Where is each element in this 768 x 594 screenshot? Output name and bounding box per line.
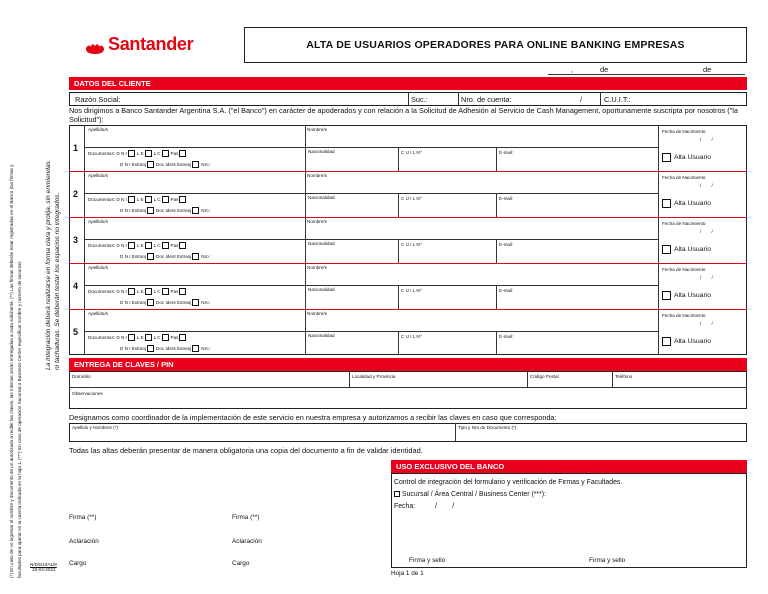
nacionalidad-label: Nacionalidad (308, 241, 335, 246)
alta-usuario-label: Alta Usuario (674, 292, 712, 299)
dni-label: D N I (116, 243, 127, 248)
fecha-nac-label: Fecha de Nacimiento (662, 267, 706, 272)
le-checkbox[interactable] (145, 150, 152, 157)
documentos-row-1 (88, 196, 188, 203)
divider (305, 217, 306, 239)
dni-checkbox[interactable] (128, 150, 135, 157)
email-label: E-mail: (499, 288, 514, 293)
user-row-divider (69, 263, 747, 264)
divider (305, 309, 306, 331)
divider (658, 171, 659, 217)
nro-label: Nro : (201, 254, 212, 259)
alta-usuario-option[interactable] (662, 245, 711, 254)
dni-extranj-label: D N I Extranj (120, 300, 147, 305)
cuenta-slash: / (580, 95, 583, 104)
documentos-label: Documentos: (88, 289, 116, 294)
apellido-label: Apellido/s (88, 127, 108, 132)
divider (658, 217, 659, 263)
aclaracion-label-1: Aclaración (69, 538, 99, 545)
user-number: 2 (73, 189, 79, 199)
user-number: 4 (73, 281, 79, 291)
lc-checkbox[interactable] (162, 334, 169, 341)
lc-checkbox[interactable] (162, 288, 169, 295)
dni-extranj-label: D N I Extranj (120, 208, 147, 213)
sucursal-label: Sucursal / Área Central / Business Center (***): (402, 491, 546, 498)
nro-label: Nro : (201, 300, 212, 305)
doc-ident-checkbox[interactable] (192, 345, 199, 352)
documentos-label: Documentos: (88, 197, 116, 202)
divider (84, 171, 85, 217)
dni-label: D N I (116, 335, 127, 340)
form-code: N/DSI10A1/8 (30, 562, 57, 567)
fecha-nac-slashes: / / (700, 321, 713, 326)
le-label: L E (136, 197, 144, 202)
divider (496, 193, 497, 217)
bank-box (391, 473, 747, 568)
alta-usuario-option[interactable] (662, 199, 711, 208)
divider (84, 263, 85, 309)
divider (398, 331, 399, 355)
brand-name: Santander (108, 34, 194, 54)
aclaracion-label-2: Aclaración (232, 538, 262, 545)
lc-checkbox[interactable] (162, 150, 169, 157)
pas-checkbox[interactable] (179, 150, 186, 157)
altas-note: Todas las altas deberán presentar de manera obligatoria una copia del documento a fin de validar identidad. (69, 446, 423, 455)
le-label: L E (136, 243, 144, 248)
date-de-1: de (600, 65, 609, 74)
email-label: E-mail: (499, 242, 514, 247)
coordinator-box (69, 423, 747, 442)
divider (305, 285, 306, 309)
dni-checkbox[interactable] (128, 288, 135, 295)
dni-extranj-checkbox[interactable] (147, 299, 154, 306)
apellido-label: Apellido/s (88, 265, 108, 270)
alta-usuario-label: Alta Usuario (674, 246, 712, 253)
user-number: 3 (73, 235, 79, 245)
fecha-nac-slashes: / / (700, 275, 713, 280)
pas-label: Pas (170, 151, 179, 156)
documentos-row-2 (120, 161, 211, 168)
nombre-label: Nombre/s (307, 173, 327, 178)
le-label: L E (136, 289, 144, 294)
dni-extranj-checkbox[interactable] (147, 161, 154, 168)
nro-label: Nro : (201, 208, 212, 213)
lc-label: L C (153, 197, 161, 202)
lc-label: L C (153, 151, 161, 156)
documentos-row-2 (120, 207, 211, 214)
doc-ident-label: Doc Ident Extranj (156, 208, 192, 213)
date-de-2: de (703, 65, 712, 74)
nombre-label: Nombre/s (307, 219, 327, 224)
doc-ident-checkbox[interactable] (192, 253, 199, 260)
doc-ident-label: Doc Ident Extranj (156, 346, 192, 351)
divider (84, 147, 658, 148)
documentos-label: Documentos: (88, 243, 116, 248)
alta-usuario-checkbox[interactable] (662, 153, 671, 162)
dni-extranj-checkbox[interactable] (147, 207, 154, 214)
divider (84, 285, 658, 286)
divider (305, 125, 306, 147)
pas-checkbox[interactable] (179, 242, 186, 249)
firma-sello-2: Firma y sello (589, 557, 626, 564)
pas-checkbox[interactable] (179, 334, 186, 341)
doc-ident-checkbox[interactable] (192, 161, 199, 168)
alta-usuario-option[interactable] (662, 153, 711, 162)
divider (458, 92, 459, 106)
pas-label: Pas (170, 197, 179, 202)
divider (600, 92, 601, 106)
divider (84, 193, 658, 194)
email-label: E-mail: (499, 334, 514, 339)
dni-extranj-label: D N I Extranj (120, 254, 147, 259)
nombre-label: Nombre/s (307, 265, 327, 270)
observaciones-label: Observaciones (72, 391, 103, 396)
documentos-row-1 (88, 150, 188, 157)
documentos-label: Documentos: (88, 335, 116, 340)
doc-ident-checkbox[interactable] (192, 207, 199, 214)
le-label: L E (136, 335, 144, 340)
bank-section-header: USO EXCLUSIVO DEL BANCO (391, 460, 747, 473)
divider (455, 423, 456, 442)
divider (84, 331, 658, 332)
doc-ident-label: Doc Ident Extranj (156, 254, 192, 259)
bank-fecha-slashes: / / (435, 503, 455, 510)
le-checkbox[interactable] (145, 288, 152, 295)
fecha-nac-label: Fecha de Nacimiento (662, 129, 706, 134)
divider (84, 125, 85, 171)
firma-sello-1: Firma y sello (409, 557, 446, 564)
nombre-label: Nombre/s (307, 127, 327, 132)
bank-control-text: Control de integración del formulario y verificación de Firmas y Facultades. (394, 479, 623, 486)
documentos-row-1 (88, 242, 188, 249)
divider (408, 92, 409, 106)
users-block (69, 125, 747, 355)
lc-label: L C (153, 335, 161, 340)
cuit-label: C.U.I.T.: (604, 95, 631, 104)
nro-label: Nro : (201, 346, 212, 351)
dni-extranj-checkbox[interactable] (147, 253, 154, 260)
documentos-row-2 (120, 299, 211, 306)
date-comma: , (571, 65, 574, 74)
nacionalidad-label: Nacionalidad (308, 149, 335, 154)
user-row-divider (69, 309, 747, 310)
cuil-label: C U I L Nº (401, 150, 422, 155)
dni-label: D N I (116, 197, 127, 202)
fecha-nac-slashes: / / (700, 229, 713, 234)
lc-checkbox[interactable] (162, 242, 169, 249)
divider (612, 371, 613, 387)
doc-ident-checkbox[interactable] (192, 299, 199, 306)
cuenta-label: Nro. de cuenta: (461, 95, 512, 104)
page-number: Hoja 1 de 1 (391, 570, 424, 577)
side-note-3: La integración deberá realizarse en forma clara y prolija, sin enmiendas (45, 161, 52, 370)
sucursal-line (394, 491, 546, 498)
side-note-4: ni tachaduras. Se deberán testar los espacios no integrados. (54, 192, 61, 370)
alta-usuario-checkbox[interactable] (662, 291, 671, 300)
apellido-nombres-label: Apellido y Nombres (*): (72, 425, 120, 430)
form-date: 19-04-2022 (32, 567, 56, 572)
dni-label: D N I (116, 289, 127, 294)
side-note-2: facultades para operar en la cuenta indicada en la hoja 1. (***) En caso de operación Sucursal o Business Center especificar nombre y número de sucursal. (17, 261, 22, 578)
alta-usuario-label: Alta Usuario (674, 154, 712, 161)
bank-fecha-label: Fecha: (394, 503, 416, 510)
documentos-row-1 (88, 288, 188, 295)
dni-checkbox[interactable] (128, 242, 135, 249)
alta-usuario-option[interactable] (662, 337, 711, 346)
delivery-section-header: ENTREGA DE CLAVES / PIN (69, 358, 747, 371)
cuil-label: C U I L Nº (401, 196, 422, 201)
apellido-label: Apellido/s (88, 219, 108, 224)
pas-label: Pas (170, 289, 179, 294)
santander-logo (85, 34, 193, 55)
lc-checkbox[interactable] (162, 196, 169, 203)
sucursal-checkbox-icon[interactable] (394, 491, 400, 497)
fecha-nac-slashes: / / (700, 137, 713, 142)
dni-label: D N I (116, 151, 127, 156)
documentos-row-1 (88, 334, 188, 341)
cargo-label-2: Cargo (232, 560, 250, 567)
cuil-label: C U I L Nº (401, 334, 422, 339)
divider (398, 239, 399, 263)
divider (496, 239, 497, 263)
dni-checkbox[interactable] (128, 334, 135, 341)
divider (496, 331, 497, 355)
cargo-label-1: Cargo (69, 560, 87, 567)
nro-label: Nro : (201, 162, 212, 167)
alta-usuario-checkbox[interactable] (662, 199, 671, 208)
localidad-label: Localidad y Provincia (352, 374, 396, 379)
fecha-nac-label: Fecha de Nacimiento (662, 175, 706, 180)
divider (398, 285, 399, 309)
alta-usuario-label: Alta Usuario (674, 200, 712, 207)
user-row-divider (69, 217, 747, 218)
page-title: ALTA DE USUARIOS OPERADORES PARA ONLINE BANKING EMPRESAS (306, 39, 685, 51)
tipo-doc-label: Tipo y Nro de Documento (*): (458, 425, 518, 430)
nacionalidad-label: Nacionalidad (308, 333, 335, 338)
divider (69, 387, 747, 388)
cuil-label: C U I L Nº (401, 242, 422, 247)
user-number: 1 (73, 143, 79, 153)
divider (658, 263, 659, 309)
flame-icon (85, 35, 105, 55)
date-underline (548, 74, 745, 75)
telefono-label: Teléfono (615, 374, 633, 379)
divider (305, 239, 306, 263)
documentos-label: Documentos: (88, 151, 116, 156)
le-checkbox[interactable] (145, 196, 152, 203)
documentos-row-2 (120, 253, 211, 260)
divider (84, 309, 85, 355)
lc-label: L C (153, 243, 161, 248)
dni-extranj-checkbox[interactable] (147, 345, 154, 352)
divider (305, 171, 306, 193)
divider (527, 371, 528, 387)
le-checkbox[interactable] (145, 334, 152, 341)
divider (305, 147, 306, 171)
dni-extranj-label: D N I Extranj (120, 162, 147, 167)
pas-label: Pas (170, 335, 179, 340)
domicilio-label: Domicilio (72, 374, 91, 379)
divider (496, 147, 497, 171)
cuil-label: C U I L Nº (401, 288, 422, 293)
divider (305, 193, 306, 217)
apellido-label: Apellido/s (88, 173, 108, 178)
nombre-label: Nombre/s (307, 311, 327, 316)
alta-usuario-checkbox[interactable] (662, 337, 671, 346)
fecha-nac-label: Fecha de Nacimiento (662, 221, 706, 226)
divider (496, 285, 497, 309)
divider (398, 193, 399, 217)
user-number: 5 (73, 327, 79, 337)
doc-ident-label: Doc Ident Extranj (156, 300, 192, 305)
le-label: L E (136, 151, 144, 156)
documentos-row-2 (120, 345, 211, 352)
fecha-nac-slashes: / / (700, 183, 713, 188)
email-label: E-mail: (499, 150, 514, 155)
le-checkbox[interactable] (145, 242, 152, 249)
divider (84, 239, 658, 240)
nacionalidad-label: Nacionalidad (308, 195, 335, 200)
codigo-postal-label: Código Postal (530, 374, 559, 379)
divider (305, 263, 306, 285)
suc-label: Suc.: (411, 95, 428, 104)
title-box (244, 27, 747, 63)
pas-checkbox[interactable] (179, 196, 186, 203)
user-row-divider (69, 171, 747, 172)
alta-usuario-checkbox[interactable] (662, 245, 671, 254)
divider (305, 331, 306, 355)
email-label: E-mail: (499, 196, 514, 201)
firma-label-1: Firma (**) (69, 514, 97, 521)
pas-label: Pas (170, 243, 179, 248)
side-note-1: (*) En caso de no ingresar el nombre y documento de un autorizado a recibir las claves, las mismas serán entregadas a cada solicitante. (**) Las firmas deberán estar registradas en el Banco (las firmas y (9, 164, 14, 578)
dni-extranj-label: D N I Extranj (120, 346, 147, 351)
client-section-header: DATOS DEL CLIENTE (69, 77, 747, 90)
divider (84, 217, 85, 263)
designamos-text: Designamos como coordinador de la implementación de este servicio en nuestra empresa y autorizamos a recibir las claves en caso que corresponda: (69, 413, 557, 422)
lc-label: L C (153, 289, 161, 294)
divider (658, 125, 659, 171)
apellido-label: Apellido/s (88, 311, 108, 316)
intro-text: Nos dirigimos a Banco Santander Argentina S.A. ("el Banco") en carácter de apoderados y con relación a la Solicitud de Adhesión al Servicio de Cash Management, oportunamente suscripta por nosotros ("la Solicitud"): (69, 106, 738, 124)
dni-checkbox[interactable] (128, 196, 135, 203)
alta-usuario-label: Alta Usuario (674, 338, 712, 345)
alta-usuario-option[interactable] (662, 291, 711, 300)
delivery-box (69, 371, 747, 409)
doc-ident-label: Doc Ident Extranj (156, 162, 192, 167)
divider (349, 371, 350, 387)
divider (398, 147, 399, 171)
pas-checkbox[interactable] (179, 288, 186, 295)
razon-social-label: Razón Social: (75, 95, 121, 104)
divider (658, 309, 659, 355)
firma-label-2: Firma (**) (232, 514, 260, 521)
nacionalidad-label: Nacionalidad (308, 287, 335, 292)
fecha-nac-label: Fecha de Nacimiento (662, 313, 706, 318)
